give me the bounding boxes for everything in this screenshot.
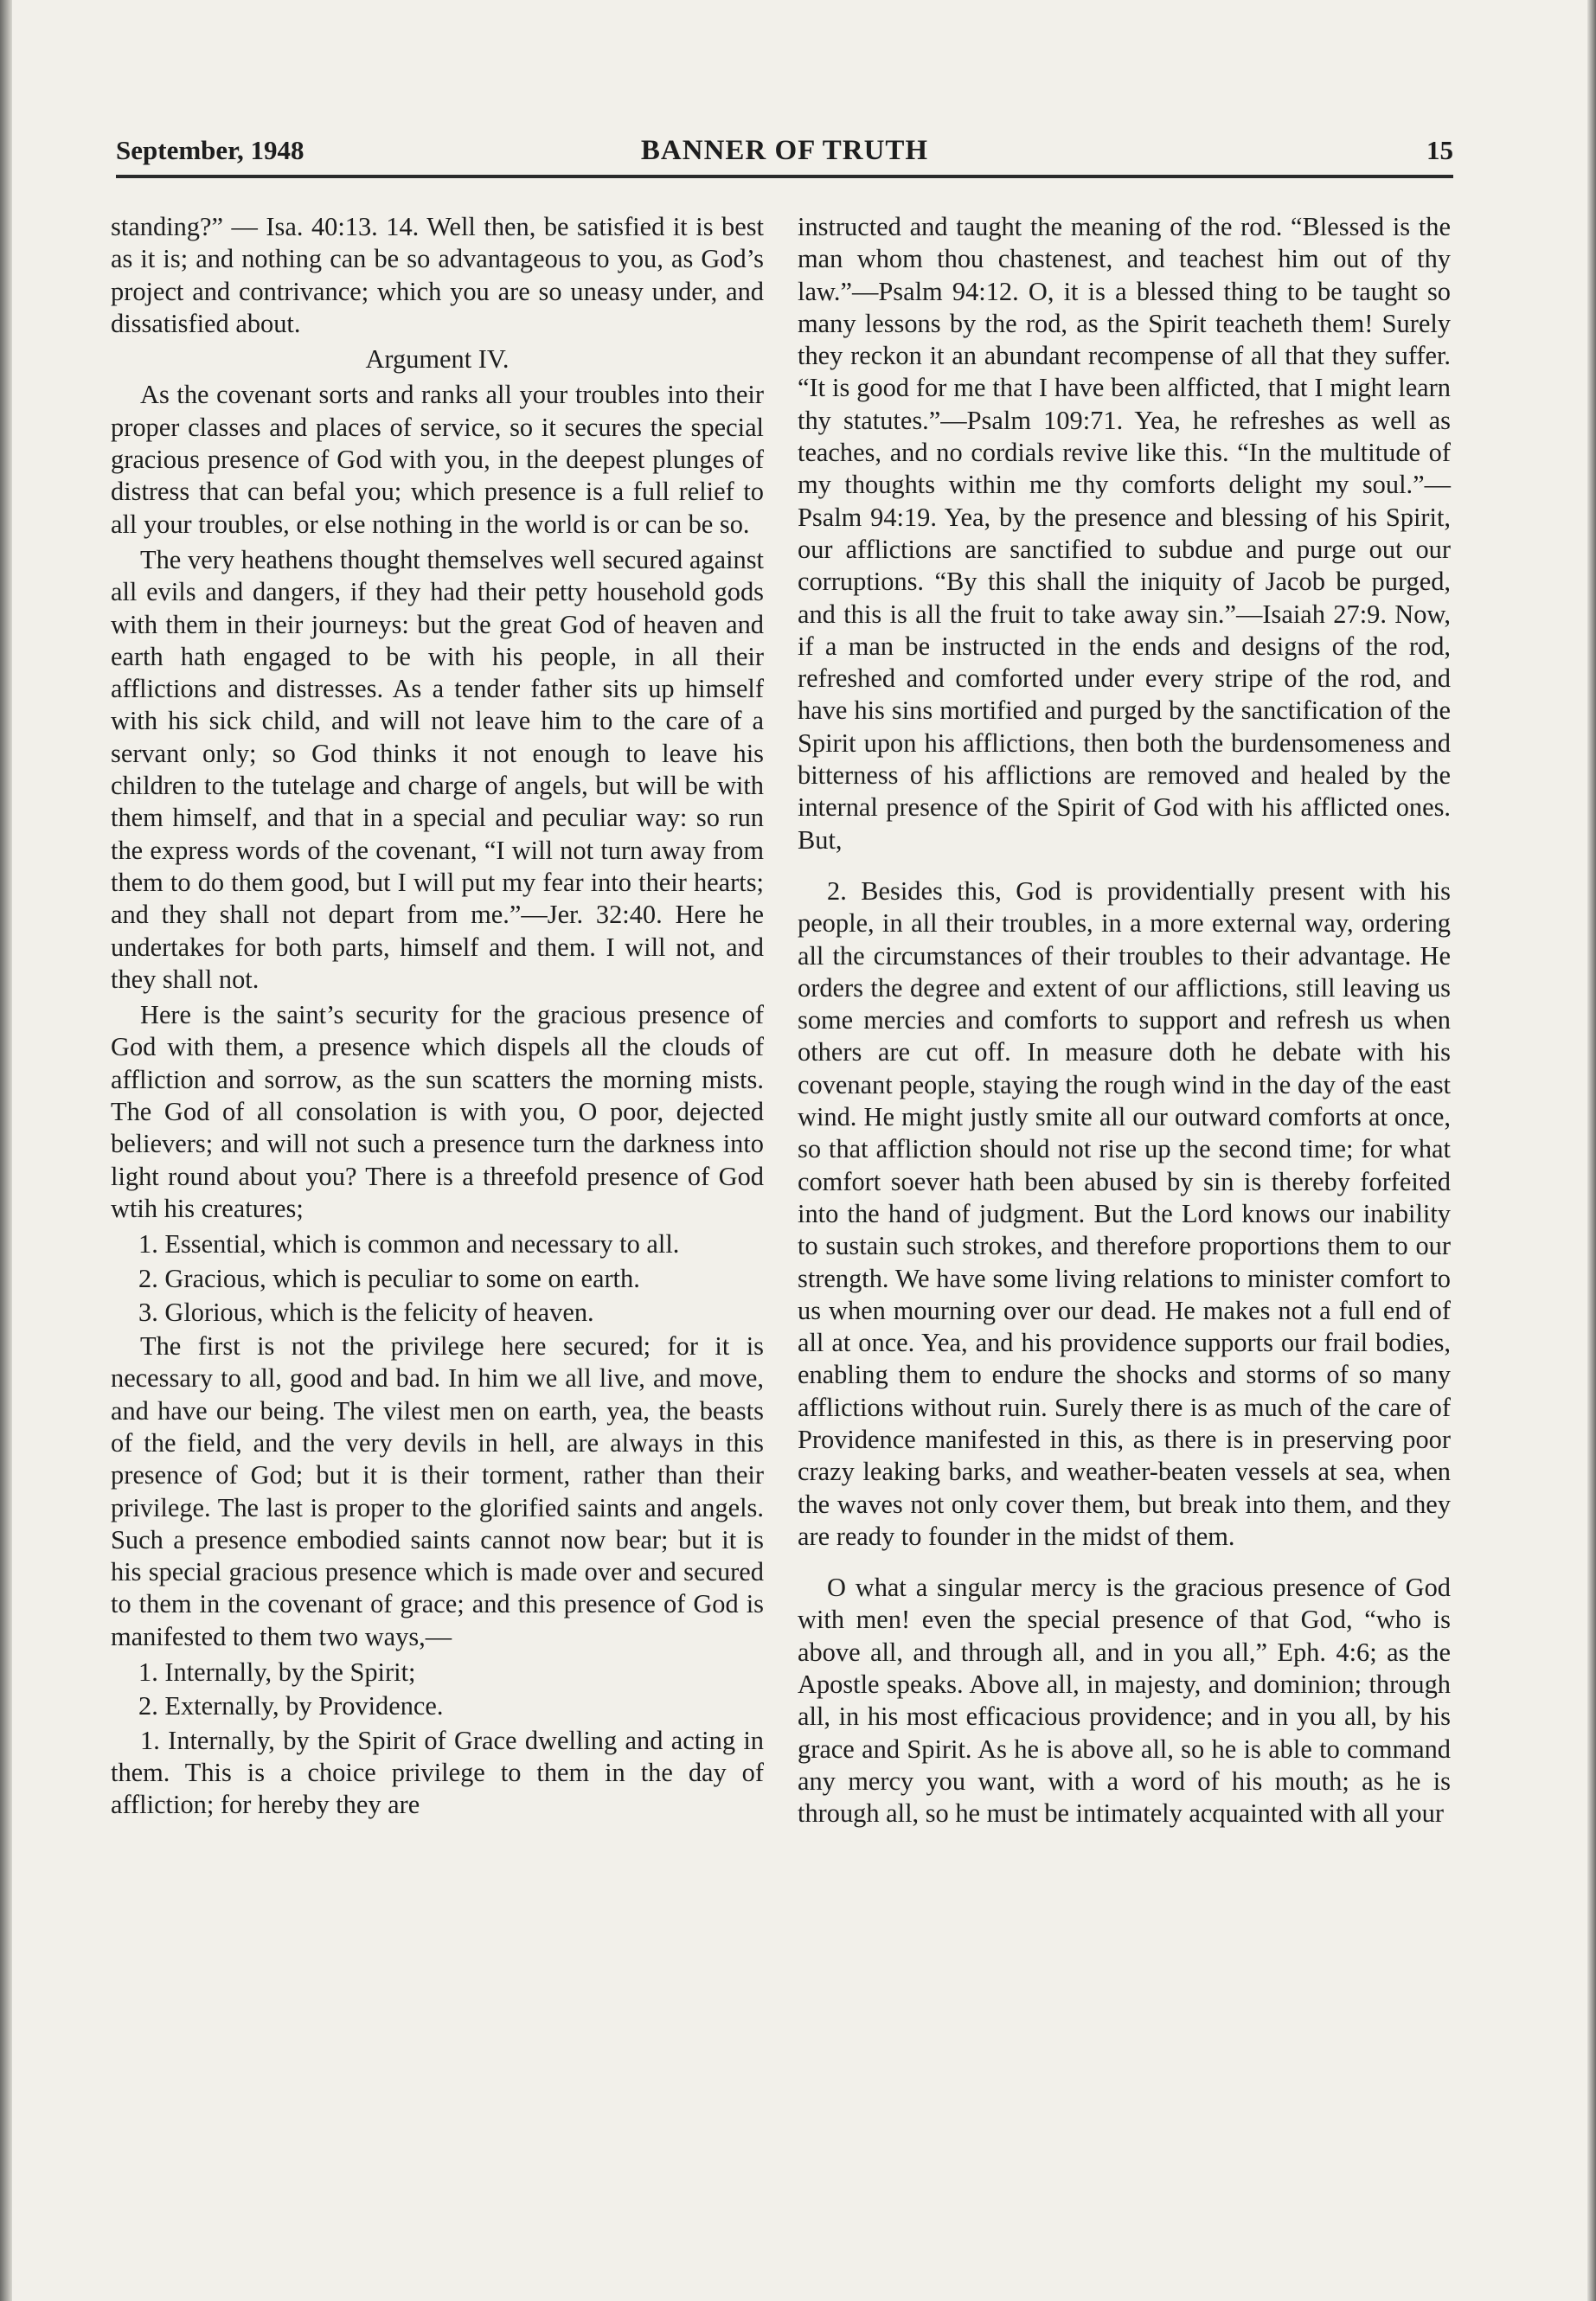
left-paragraph-3: The very heathens thought themselves well secured against all evils and dangers, if they had their petty household gods with them in their journeys: but the great God of heaven and earth hath engaged to be with his people, in all their afflictions and distresses. As a tender father sits up himself with his sick child, and will not leave him to the care of a servant only; so God thinks it not enough to leave his children to the tutelage and charge of angels, but will be with them himself, and that in a special and peculiar way: so run the express words of the covenant, “I will not turn away from them to do them good, but I will put my fear into their hearts; and they shall not depart from me.”—Jer. 32:40. Here he undertakes for both parts, himself and them. I will not, and they shall not. bbox=[111, 544, 764, 994]
left-paragraph-2: As the covenant sorts and ranks all your troubles into their proper classes and places of service, so it secures the special gracious presence of God with you, in the deepest plunges of distress that can befal you; which presence is a full relief to all your troubles, or else nothing in the world is or can be so. bbox=[111, 380, 764, 539]
header-page-number: 15 bbox=[1426, 135, 1453, 165]
ways-list-item-1: 1. Internally, by the Spirit; bbox=[138, 1657, 416, 1688]
right-paragraph-3: O what a singular mercy is the gracious presence of God with men! even the special presence of that God, “who is above all, and through all, and in you all,” Eph. 4:6; as the Apostle speaks. Above all, in majesty, and dominion; through all, in his most efficacious providence; and in you all, by his grace and Spirit. As he is above all, so he is able to command any mercy you want, with a word of his mouth; as he is through all, so he must be intimately acquainted with all your bbox=[798, 1573, 1451, 1829]
scan-edge-left bbox=[0, 0, 12, 2301]
presence-list-item-1: 1. Essential, which is common and necessary to all. bbox=[138, 1229, 680, 1259]
left-column bbox=[111, 211, 764, 1825]
presence-list-item-2: 2. Gracious, which is peculiar to some on earth. bbox=[138, 1263, 640, 1293]
left-paragraph-1: standing?” — Isa. 40:13. 14. Well then, be satisfied it is best as it is; and nothing can be so advantageous to you, as God’s project and contrivance; which you are so uneasy under, and dissatisfied about. bbox=[111, 212, 764, 338]
right-paragraph-2: 2. Besides this, God is providentially present with his people, in all their troubles, in a more external way, ordering all the circumstances of their troubles to their advantage. He orders the degree and extent of our afflictions, still leaving us some mercies and comforts to support and refresh us when others are cut off. In measure doth he debate with his covenant people, staying the rough wind in the day of the east wind. He might justly smite all our outward comforts at once, so that affliction should not rise up the second time; for what comfort soever hath been abused by sin is thereby forfeited into the hand of judgment. But the Lord knows our inability to sustain such strokes, and therefore proportions them to our strength. We have some living relations to minister comfort to us when mourning over our dead. He makes not a full end of all at once. Yea, and his providence supports our frail bodies, enabling them to endure the shocks and storms of so many afflictions without ruin. Surely there is as much of the care of Providence manifested in this, as there is in preserving poor crazy leaking barks, and weather-beaten vessels at sea, when the waves not only cover them, but break into them, and they are ready to founder in the midst of them. bbox=[798, 875, 1451, 1551]
presence-list-item-3: 3. Glorious, which is the felicity of heaven. bbox=[138, 1297, 594, 1327]
argument-heading: Argument IV. bbox=[365, 344, 510, 375]
ways-list-item-2: 2. Externally, by Providence. bbox=[138, 1691, 444, 1721]
right-column bbox=[798, 211, 1451, 1834]
scan-edge-right bbox=[1587, 0, 1596, 2301]
left-paragraph-6: 1. Internally, by the Spirit of Grace dwelling and acting in them. This is a choice privilege to them in the day of affliction; for hereby they are bbox=[111, 1725, 764, 1820]
running-header bbox=[116, 130, 1453, 178]
right-paragraph-1: instructed and taught the meaning of the rod. “Blessed is the man whom thou chastenest, and teachest him out of thy law.”—Psalm 94:12. O, it is a blessed thing to be taught so many lessons by the rod, as the Spirit teacheth them! Surely they reckon it an abundant recompense of all that they suffer. “It is good for me that I have been alfficted, that I might learn thy statutes.”—Psalm 109:71. Yea, he refreshes as well as teaches, and no cordials revive like this. “In the multitude of my thoughts within me thy comforts delight my soul.”—Psalm 94:19. Yea, by the presence and blessing of his Spirit, our afflictions are sanctified to subdue and purge out our corruptions. “By this shall the iniquity of Jacob be purged, and this is all the fruit to take away sin.”—Isaiah 27:9. Now, if a man be instructed in the ends and designs of the rod, refreshed and comforted under every stripe of the rod, and have his sins mortified and purged by the sanctification of the Spirit upon his afflictions, then both the burdensomeness and bitterness of his afflictions are removed and healed by the internal presence of the Spirit of God with his afflicted ones. But, bbox=[798, 212, 1451, 855]
header-date: September, 1948 bbox=[116, 135, 304, 165]
left-paragraph-4: Here is the saint’s security for the gracious presence of God with them, a presence which dispels all the clouds of affliction and sorrow, as the sun scatters the morning mists. The God of all consolation is with you, O poor, dejected believers; and will not such a presence turn the darkness into light round about you? There is a threefold presence of God wtih his creatures; bbox=[111, 1000, 764, 1223]
left-paragraph-5: The first is not the privilege here secured; for it is necessary to all, good and bad. In him we all live, and move, and have our being. The vilest men on earth, yea, the beasts of the field, and the very devils in hell, are always in this presence of God; but it is their torment, rather than their privilege. The last is proper to the glorified saints and angels. Such a presence embodied saints cannot now bear; but it is his special gracious presence which is made over and secured to them in the covenant of grace; and this presence of God is manifested to them two ways,— bbox=[111, 1331, 764, 1651]
header-publication-title: BANNER OF TRUTH bbox=[640, 135, 929, 166]
